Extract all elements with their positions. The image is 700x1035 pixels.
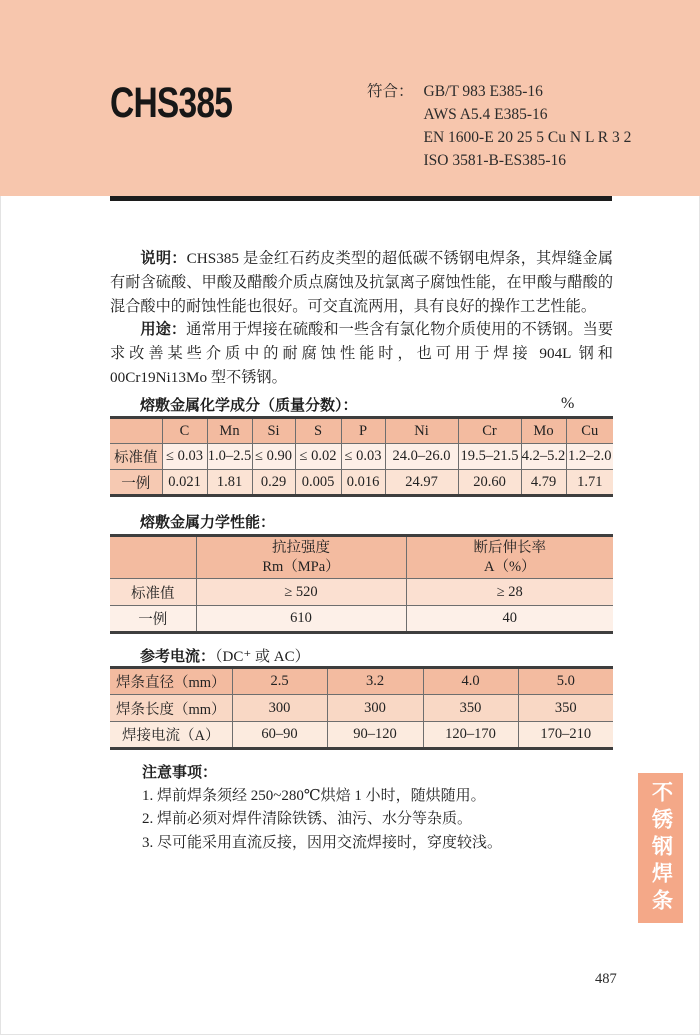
row-label: 焊条直径（mm） <box>110 668 232 695</box>
reference-current-table <box>110 666 613 750</box>
notes-title: 注意事项： <box>142 764 218 781</box>
standard-line: AWS A5.4 E385-16 <box>423 106 548 123</box>
row-label: 焊条长度（mm） <box>110 695 232 722</box>
product-model-title: CHS385 <box>110 79 233 127</box>
row-label: 一例 <box>110 606 196 633</box>
description-paragraph <box>110 247 613 318</box>
cell: 90–120 <box>327 722 423 749</box>
row-label: 焊接电流（A） <box>110 722 232 749</box>
chem-unit-label: % <box>561 395 575 412</box>
mech-table-title: 熔敷金属力学性能： <box>140 514 276 531</box>
cell: 0.005 <box>295 470 341 496</box>
cell: 5.0 <box>518 668 613 695</box>
cell: 20.60 <box>458 470 521 496</box>
description-block <box>110 247 613 390</box>
cell: ≤ 0.03 <box>162 444 207 470</box>
mech-standard-row <box>110 579 613 606</box>
cell: 0.29 <box>252 470 295 496</box>
usage-label: 用途： <box>140 321 187 339</box>
compliance-list <box>424 80 632 172</box>
cell: 3.2 <box>327 668 423 695</box>
header-line: A（%） <box>483 558 536 575</box>
mech-header-row <box>110 536 613 579</box>
usage-paragraph <box>110 318 613 389</box>
usage-text: 通常用于焊接在硫酸和一些含有氯化物介质使用的不锈钢。当要求改善某些介质中的耐腐蚀性能时，也可用于焊接 904L 钢和 00Cr19Ni13Mo 型不锈钢。 <box>110 321 614 386</box>
category-side-tab <box>638 773 683 923</box>
description-label: 说明： <box>140 250 187 267</box>
corner-cell <box>110 536 196 579</box>
cell: ≤ 0.02 <box>295 444 341 470</box>
cell: 1.81 <box>207 470 252 496</box>
cell: 350 <box>518 695 613 722</box>
current-title-main: 参考电流： <box>140 648 216 665</box>
cell: 60–90 <box>232 722 327 749</box>
column-header <box>406 536 613 579</box>
page-number: 487 <box>595 971 617 987</box>
cell: 610 <box>196 606 406 633</box>
corner-cell <box>110 418 162 444</box>
cell: 300 <box>327 695 423 722</box>
cell: 1.2–2.0 <box>566 444 613 470</box>
category-tab-label: 不锈钢焊条 <box>649 780 673 916</box>
cell: 4.0 <box>423 668 518 695</box>
mechanical-properties-table <box>110 534 613 634</box>
chem-example-row <box>110 470 613 496</box>
cell: 4.79 <box>521 470 566 496</box>
cell: 24.97 <box>385 470 458 496</box>
header-band <box>0 0 700 196</box>
current-title-suffix: （DC⁺ 或 AC） <box>215 649 310 665</box>
notes-block <box>142 761 612 855</box>
description-text: CHS385 是金红石药皮类型的超低碳不锈钢电焊条，其焊缝金属有耐含硫酸、甲酸及醋酸介质点腐蚀及抗氯离子腐蚀性能，在甲酸与醋酸的混合酸中的耐蚀性能也很好。可交直流两用，具有良好的操作工艺性能。 <box>110 250 614 315</box>
cell: ≥ 28 <box>406 579 613 606</box>
cell: 19.5–21.5 <box>458 444 521 470</box>
column-header: C <box>162 418 207 444</box>
chem-standard-row <box>110 444 613 470</box>
cell: ≤ 0.03 <box>341 444 385 470</box>
mech-example-row <box>110 606 613 633</box>
cell: 24.0–26.0 <box>385 444 458 470</box>
note-item: 1. 焊前焊条须经 250~280℃烘焙 1 小时，随烘随用。 <box>142 787 486 804</box>
cell: 40 <box>406 606 613 633</box>
column-header: Si <box>252 418 295 444</box>
column-header: Cr <box>458 418 521 444</box>
current-row <box>110 722 613 749</box>
cell: 1.71 <box>566 470 613 496</box>
cell: 300 <box>232 695 327 722</box>
row-label: 标准值 <box>110 579 196 606</box>
note-item: 3. 尽可能采用直流反接，因用交流焊接时，穿度较浅。 <box>142 834 503 851</box>
column-header: Cu <box>566 418 613 444</box>
cell: 0.021 <box>162 470 207 496</box>
cell: 120–170 <box>423 722 518 749</box>
chem-table-title: 熔敷金属化学成分（质量分数）： <box>140 397 358 414</box>
column-header: P <box>341 418 385 444</box>
header-line: 抗拉强度 <box>272 539 330 556</box>
standard-line: EN 1600-E 20 25 5 Cu N L R 3 2 <box>423 129 632 146</box>
length-row <box>110 695 613 722</box>
column-header <box>196 536 406 579</box>
chemical-composition-table <box>110 416 613 497</box>
standard-line: GB/T 983 E385-16 <box>423 83 543 100</box>
header-line: Rm（MPa） <box>262 558 340 575</box>
column-header: Ni <box>385 418 458 444</box>
current-table-title <box>140 645 310 666</box>
header-divider-rule <box>110 196 612 201</box>
compliance-label: 符合： <box>367 83 414 100</box>
cell: 0.016 <box>341 470 385 496</box>
row-label: 标准值 <box>110 444 162 470</box>
cell: 170–210 <box>518 722 613 749</box>
cell: ≤ 0.90 <box>252 444 295 470</box>
row-label: 一例 <box>110 470 162 496</box>
cell: 350 <box>423 695 518 722</box>
column-header: S <box>295 418 341 444</box>
cell: 1.0–2.5 <box>207 444 252 470</box>
header-line: 断后伸长率 <box>473 539 546 556</box>
cell: 4.2–5.2 <box>521 444 566 470</box>
cell: 2.5 <box>232 668 327 695</box>
diameter-row <box>110 668 613 695</box>
chem-header-row <box>110 418 613 444</box>
standard-line: ISO 3581-B-ES385-16 <box>423 152 567 169</box>
column-header: Mn <box>207 418 252 444</box>
cell: ≥ 520 <box>196 579 406 606</box>
standards-compliance-block <box>367 80 631 172</box>
column-header: Mo <box>521 418 566 444</box>
note-item: 2. 焊前必须对焊件清除铁锈、油污、水分等杂质。 <box>142 811 473 827</box>
